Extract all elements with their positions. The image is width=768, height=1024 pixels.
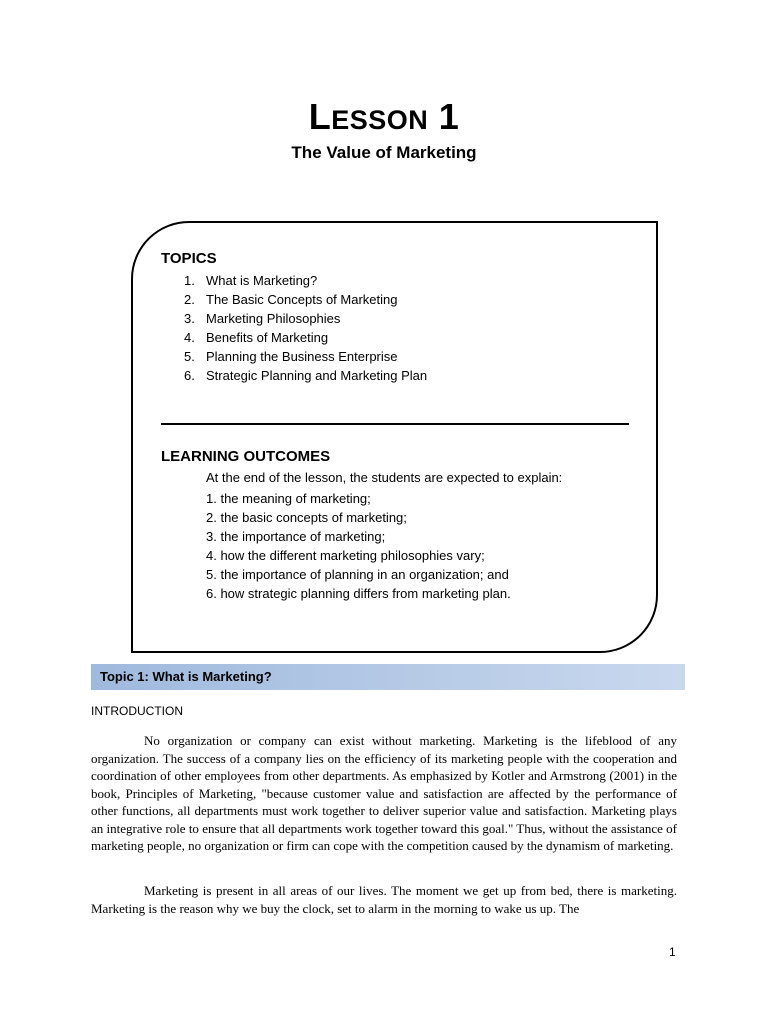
topics-list	[184, 271, 427, 385]
section-divider	[161, 423, 629, 425]
body-paragraph: Marketing is present in all areas of our lives. The moment we get up from bed, there is marketing. Marketing is the reason why we buy the clock, set to alarm in the morning to wake us up. The	[91, 883, 677, 916]
topic-item-number: 6.	[184, 368, 195, 383]
topic-item-number: 5.	[184, 349, 195, 364]
topic-heading-bar: Topic 1: What is Marketing?	[91, 664, 685, 690]
topic-item-number: 3.	[184, 311, 195, 326]
page-number: 1	[669, 945, 676, 959]
learning-outcomes-heading: LEARNING OUTCOMES	[161, 448, 331, 465]
topic-item	[184, 347, 427, 366]
lesson-number: 1	[438, 96, 460, 137]
topic-item-label: Strategic Planning and Marketing Plan	[206, 368, 428, 383]
topic-item	[184, 309, 427, 328]
topic-item-label: Marketing Philosophies	[206, 311, 341, 326]
lesson-subtitle: The Value of Marketing	[291, 143, 477, 162]
topic-item	[184, 271, 427, 290]
outcome-item: 5. the importance of planning in an organization; and	[206, 567, 509, 582]
introduction-label: INTRODUCTION	[91, 704, 183, 718]
topic-item-label: Planning the Business Enterprise	[206, 349, 398, 364]
outcome-item: 4. how the different marketing philosophies vary;	[206, 548, 485, 563]
body-paragraph: No organization or company can exist without marketing. Marketing is the lifeblood of any organization. The success of a company lies on the efficiency of its marketing people with the cooperation and coordination of other employees from other departments. As emphasized by Kotler and Armstrong (2001) in the book, Principles of Marketing, "because customer value and satisfaction are affected by the performance of other functions, all departments must work together to deliver superior value and satisfaction. Marketing plays an integrative role to ensure that all departments work together toward this goal." Thus, without the assistance of marketing people, no organization or firm can cope with the competition caused by the dynamism of marketing.	[91, 733, 677, 853]
learning-outcomes-list	[206, 489, 511, 603]
topic-item	[184, 366, 427, 385]
outcome-item: 1. the meaning of marketing;	[206, 491, 371, 506]
lesson-title-cap: L	[308, 96, 332, 137]
topic-item-number: 1.	[184, 273, 195, 288]
topic-item-number: 2.	[184, 292, 195, 307]
topic-item	[184, 290, 427, 309]
topic-item-label: What is Marketing?	[206, 273, 318, 288]
lesson-title	[0, 95, 768, 142]
outcome-item: 2. the basic concepts of marketing;	[206, 510, 407, 525]
topic-item	[184, 328, 427, 347]
outcome-item: 6. how strategic planning differs from marketing plan.	[206, 586, 511, 601]
lesson-title-rest: ESSON	[331, 105, 429, 135]
topic-item-number: 4.	[184, 330, 195, 345]
learning-outcomes-intro: At the end of the lesson, the students are expected to explain:	[206, 470, 563, 485]
topic-item-label: The Basic Concepts of Marketing	[206, 292, 398, 307]
topics-heading: TOPICS	[161, 250, 217, 267]
topic-item-label: Benefits of Marketing	[206, 330, 329, 345]
outcome-item: 3. the importance of marketing;	[206, 529, 386, 544]
